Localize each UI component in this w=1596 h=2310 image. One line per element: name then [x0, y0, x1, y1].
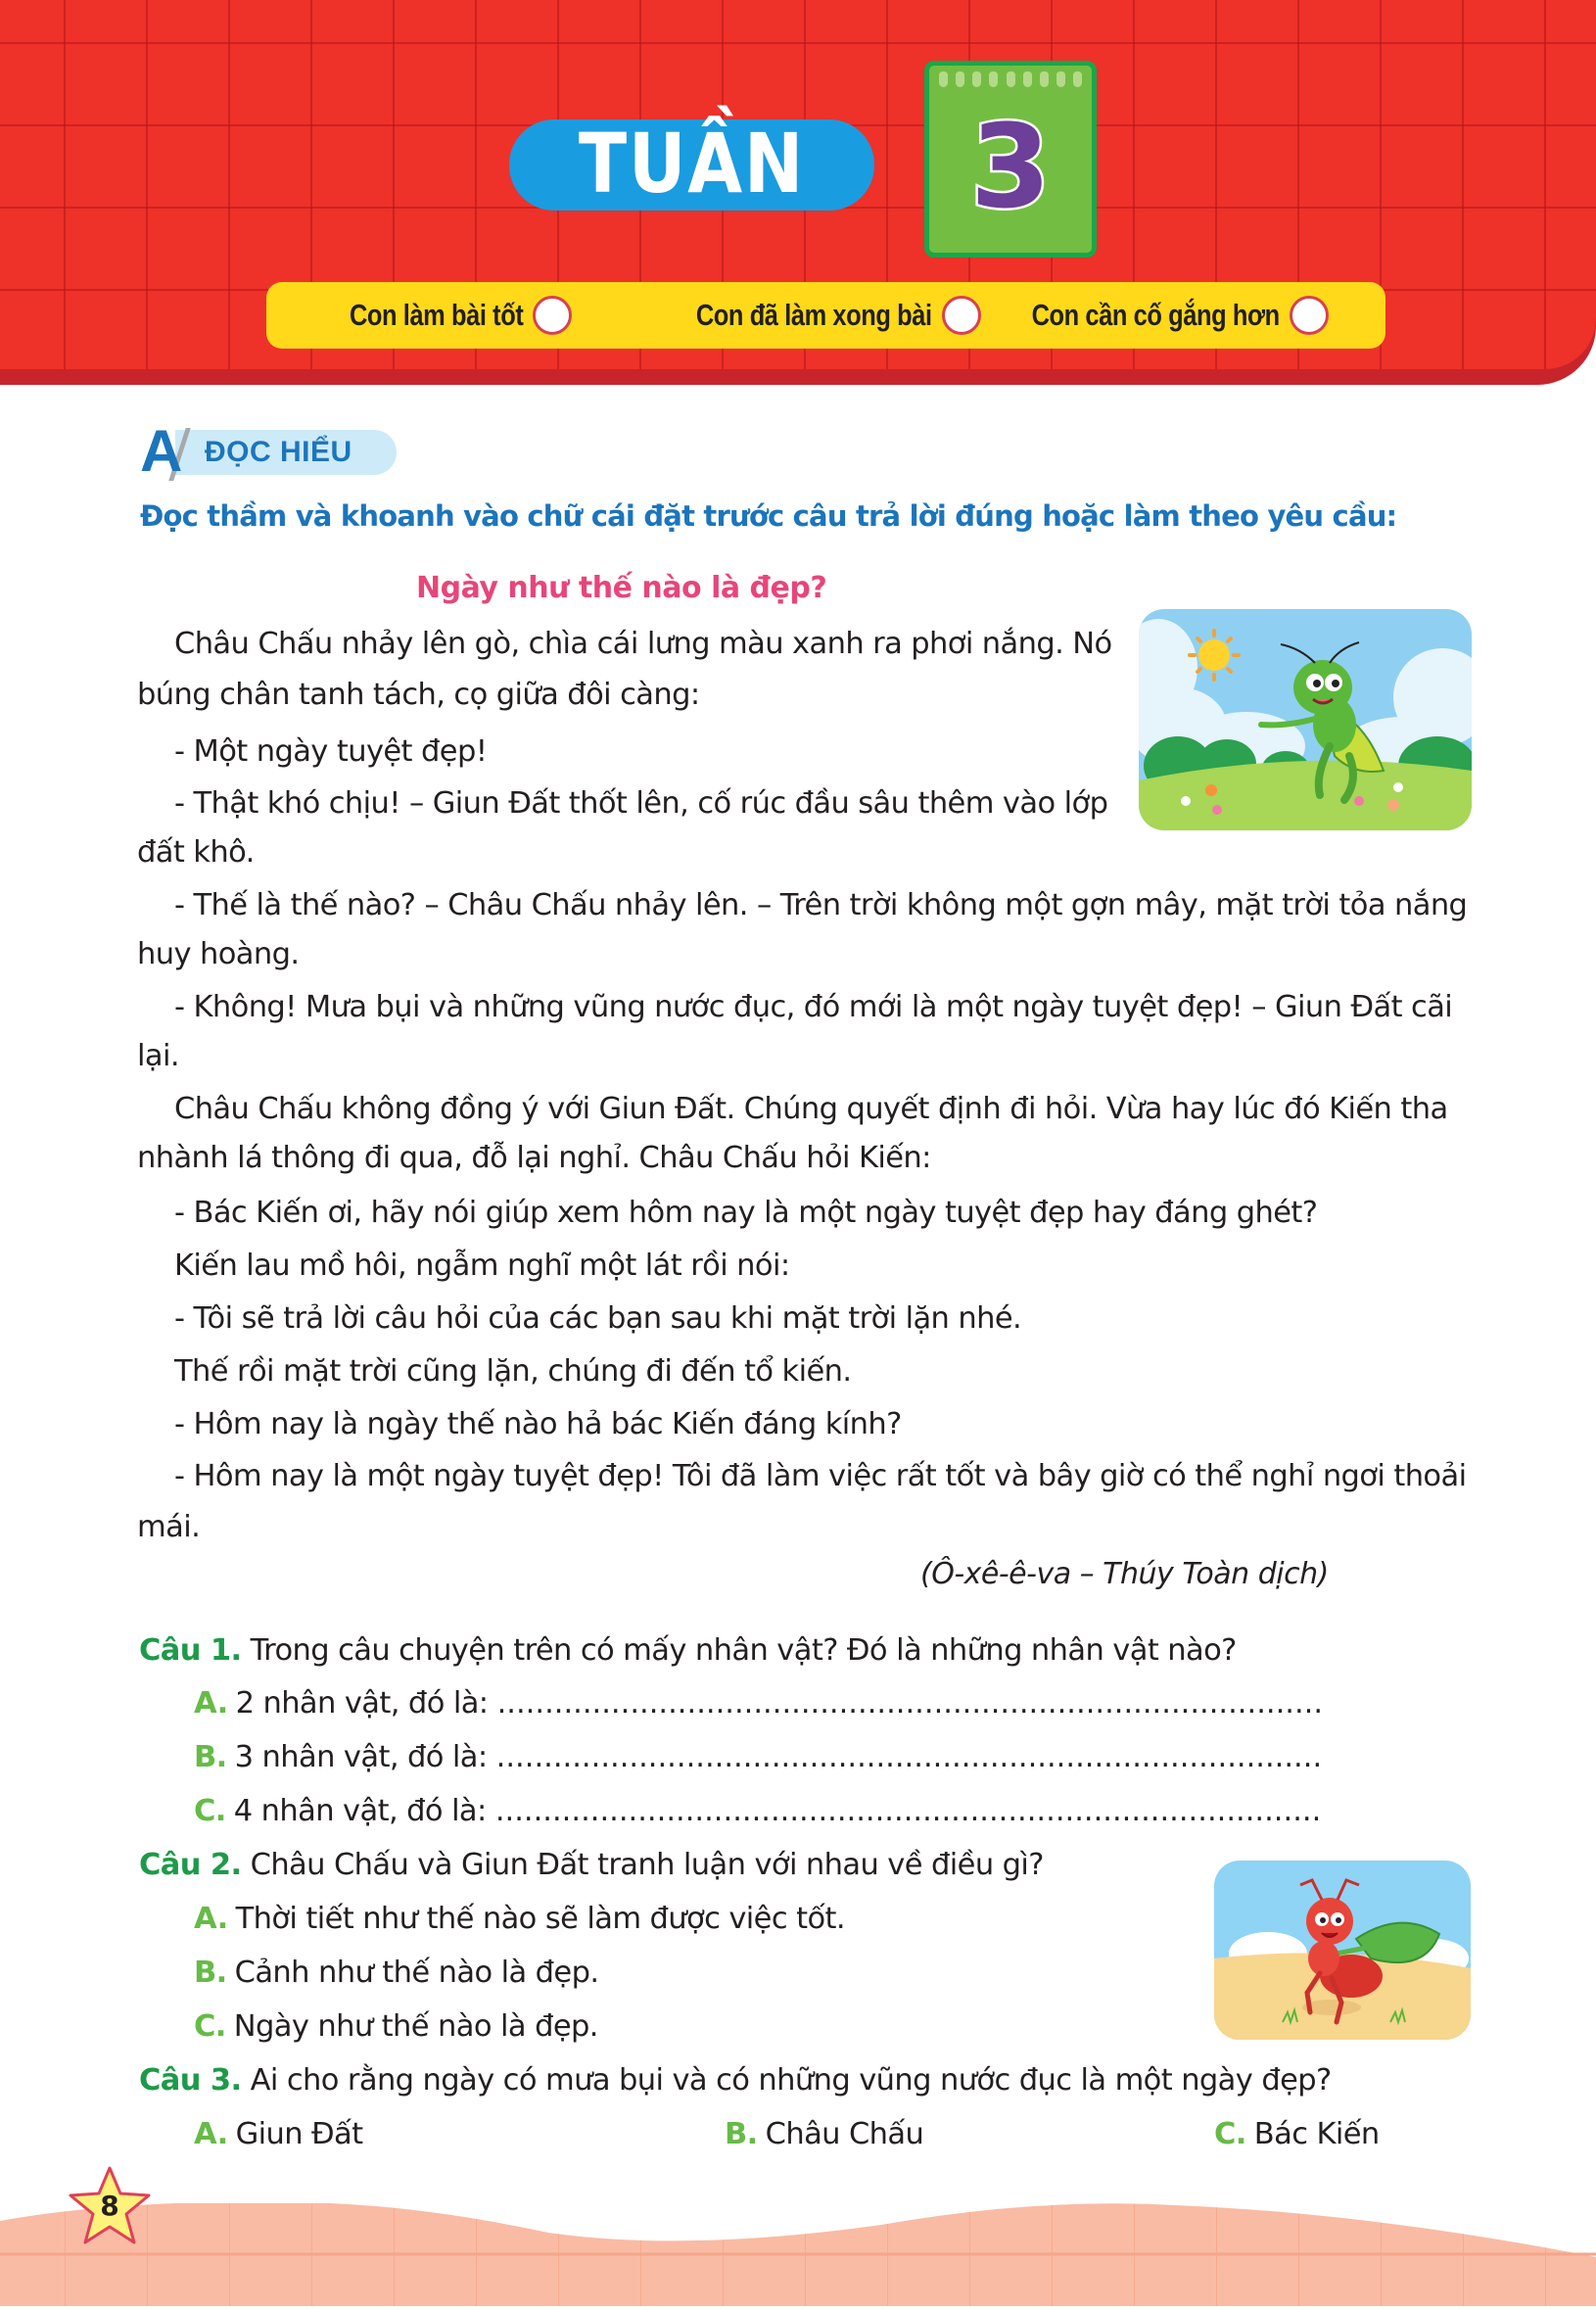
page-number: 8: [100, 2190, 119, 2222]
option-letter[interactable]: B.: [725, 2117, 758, 2151]
option-text: Châu Chấu: [765, 2117, 924, 2151]
option-letter[interactable]: B.: [194, 1956, 227, 1990]
ring-icon: [1007, 71, 1015, 87]
rating-checkbox[interactable]: [1290, 296, 1329, 335]
option-letter[interactable]: B.: [194, 1740, 227, 1774]
ring-icon: [1073, 71, 1082, 87]
answer-blank[interactable]: .......................................................................................: [494, 1794, 1322, 1828]
option-letter[interactable]: C.: [194, 1794, 226, 1828]
section-title: ĐỌC HIỂU: [205, 436, 352, 468]
answer-blank[interactable]: .......................................................................................: [496, 1686, 1324, 1721]
footer-wave-background: [0, 2203, 1596, 2306]
story-paragraph: Châu Chấu nhảy lên gò, chìa cái lưng màu xanh ra phơi nắng. Nó búng chân tanh tách, cọ giữa đôi càng:: [137, 627, 1112, 712]
story-attribution: (Ô-xê-ê-va – Thúy Toàn dịch): [920, 1557, 1329, 1591]
rating-label: Con cần cố gắng hơn: [1031, 298, 1280, 332]
story-paragraph: - Bác Kiến ơi, hãy nói giúp xem hôm nay là một ngày tuyệt đẹp hay đáng ghét?: [174, 1196, 1318, 1230]
week-number: 3: [969, 99, 1052, 234]
week-label-badge: [509, 115, 874, 212]
story-body: [137, 619, 1479, 1553]
ring-icon: [956, 71, 964, 87]
question-label: Câu 2.: [139, 1848, 242, 1882]
week-label: TUẦN: [578, 115, 806, 212]
ring-icon: [1056, 71, 1065, 87]
rating-checkbox[interactable]: [533, 296, 572, 335]
question-1: [139, 1633, 1237, 1668]
rating-option-good[interactable]: [311, 282, 572, 349]
question-1-option-a[interactable]: [194, 1686, 1323, 1721]
option-text: Giun Đất: [235, 2117, 363, 2151]
story-paragraph: - Hôm nay là một ngày tuyệt đẹp! Tôi đã làm việc rất tốt và bây giờ có thể nghỉ ngơi thoải mái.: [137, 1459, 1467, 1544]
option-text: Bác Kiến: [1253, 2117, 1380, 2151]
ring-icon: [1040, 71, 1049, 87]
rating-option-done[interactable]: [644, 282, 981, 349]
question-3-option-b[interactable]: [725, 2117, 923, 2151]
option-text: 4 nhân vật, đó là:: [233, 1794, 487, 1828]
option-letter[interactable]: A.: [194, 2117, 228, 2151]
option-letter[interactable]: C.: [194, 2009, 226, 2044]
ring-icon: [939, 71, 948, 87]
question-label: Câu 3.: [139, 2063, 242, 2098]
option-text: Thời tiết như thế nào sẽ làm được việc tốt.: [235, 1902, 845, 1936]
rating-checkbox[interactable]: [942, 296, 981, 335]
story-paragraph: - Không! Mưa bụi và những vũng nước đục, đó mới là một ngày tuyệt đẹp! – Giun Đất cãi lại.: [137, 990, 1453, 1073]
notebook-rings: [939, 71, 1082, 89]
ring-icon: [972, 71, 981, 87]
story-paragraph: - Hôm nay là ngày thế nào hả bác Kiến đáng kính?: [174, 1407, 902, 1441]
question-label: Câu 1.: [139, 1633, 242, 1668]
story-paragraph: - Một ngày tuyệt đẹp!: [174, 734, 488, 769]
question-2: [139, 1848, 1044, 1882]
rating-label: Con làm bài tốt: [349, 298, 524, 332]
question-text: Ai cho rằng ngày có mưa bụi và có những vũng nước đục là một ngày đẹp?: [250, 2063, 1332, 2098]
answer-blank[interactable]: .......................................................................................: [495, 1740, 1323, 1774]
ring-icon: [1023, 71, 1032, 87]
section-letter: A: [140, 418, 183, 484]
question-text: Trong câu chuyện trên có mấy nhân vật? Đó là những nhân vật nào?: [250, 1633, 1237, 1668]
question-1-option-c[interactable]: [194, 1794, 1321, 1828]
option-text: 3 nhân vật, đó là:: [234, 1740, 488, 1774]
option-text: 2 nhân vật, đó là:: [235, 1686, 489, 1721]
option-text: Ngày như thế nào là đẹp.: [233, 2009, 598, 2044]
ring-icon: [989, 71, 998, 87]
question-2-option-c[interactable]: [194, 2009, 598, 2044]
story-paragraph: - Thế là thế nào? – Châu Chấu nhảy lên. – Trên trời không một gợn mây, mặt trời tỏa nắng huy hoàng.: [137, 888, 1468, 971]
question-3-option-a[interactable]: [194, 2117, 363, 2151]
instruction-text: Đọc thầm và khoanh vào chữ cái đặt trước câu trả lời đúng hoặc làm theo yêu cầu:: [140, 499, 1397, 533]
option-letter[interactable]: A.: [194, 1686, 228, 1721]
question-2-option-b[interactable]: [194, 1956, 598, 1990]
option-text: Cảnh như thế nào là đẹp.: [234, 1956, 599, 1990]
story-paragraph: Thế rồi mặt trời cũng lặn, chúng đi đến tổ kiến.: [174, 1354, 852, 1389]
question-3: [139, 2063, 1332, 2098]
story-paragraph: Kiến lau mồ hôi, ngẫm nghĩ một lát rồi nói:: [174, 1249, 790, 1283]
question-3-option-c[interactable]: [1214, 2117, 1380, 2151]
ant-icon: [1214, 1861, 1471, 2040]
story-paragraph: - Tôi sẽ trả lời câu hỏi của các bạn sau khi mặt trời lặn nhé.: [174, 1301, 1022, 1336]
ant-illustration: [1214, 1861, 1471, 2040]
rating-option-try-harder[interactable]: [977, 282, 1329, 349]
question-2-option-a[interactable]: [194, 1902, 845, 1936]
week-number-notebook: [924, 61, 1097, 258]
question-text: Châu Chấu và Giun Đất tranh luận với nhau về điều gì?: [250, 1848, 1044, 1882]
story-title: Ngày như thế nào là đẹp?: [416, 571, 827, 605]
page-footer: [0, 2203, 1596, 2306]
story-paragraph: - Thật khó chịu! – Giun Đất thốt lên, cố rúc đầu sâu thêm vào lớp đất khô.: [137, 786, 1108, 870]
option-letter[interactable]: C.: [1214, 2117, 1246, 2151]
option-letter[interactable]: A.: [194, 1902, 228, 1936]
story-paragraph: Châu Chấu không đồng ý với Giun Đất. Chúng quyết định đi hỏi. Vừa hay lúc đó Kiến tha nhành lá thông đi qua, đỗ lại nghỉ. Châu Chấu hỏi Kiến:: [137, 1092, 1448, 1175]
question-1-option-b[interactable]: [194, 1740, 1322, 1774]
rating-label: Con đã làm xong bài: [695, 298, 932, 332]
self-assessment-bar: [266, 282, 1385, 349]
page-header: [0, 0, 1596, 385]
section-heading: [140, 418, 397, 484]
